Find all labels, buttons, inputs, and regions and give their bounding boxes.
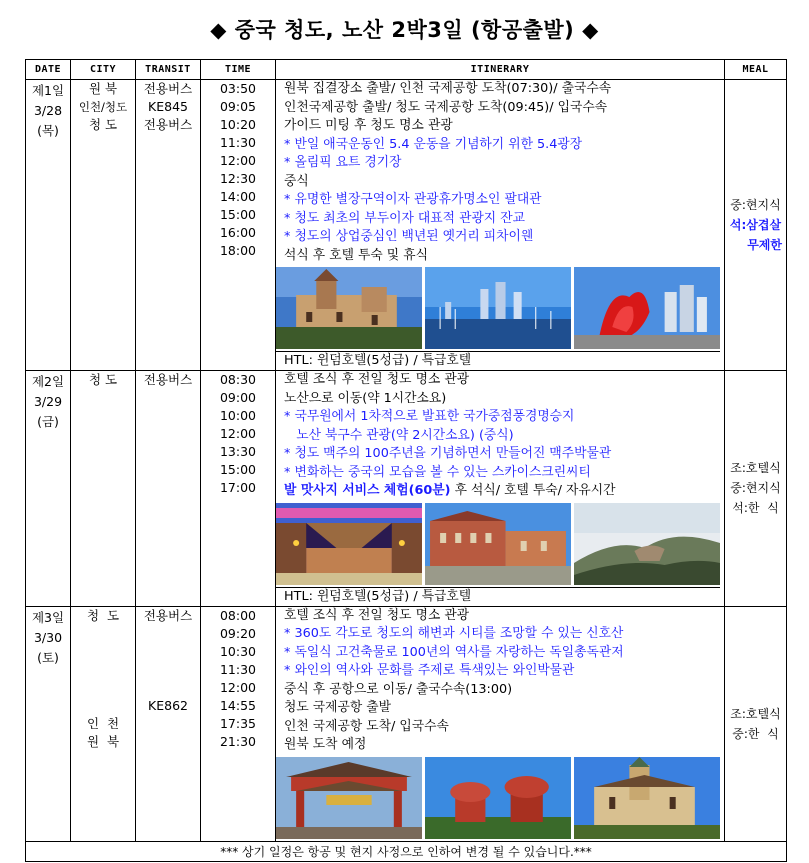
photo-beer-museum: [425, 503, 571, 585]
city-cell: [71, 80, 136, 371]
transit-cell: [136, 606, 201, 841]
meal-item: 중:한 식: [732, 726, 779, 741]
time-item: 18:00: [219, 243, 257, 258]
day-cell: [26, 371, 71, 607]
itinerary-table: [25, 59, 787, 862]
itinerary-line: 노산으로 이동(약 1시간소요): [284, 390, 447, 406]
meal-item: 조:호텔식: [730, 461, 781, 476]
itinerary-line: * 독일식 고건축물로 100년의 역사를 자랑하는 독일총독관저: [284, 644, 624, 660]
itinerary-line: 중식: [284, 173, 309, 189]
time-item: 21:30: [219, 733, 257, 749]
transit-spacer: [136, 625, 200, 697]
itinerary-line: * 유명한 별장구역이자 관광휴가명소인 팔대관: [284, 192, 542, 207]
meal-item: 중:현지식: [730, 481, 781, 496]
itinerary-line: * 청도의 상업중심인 백년된 옛거리 피차이웬: [284, 229, 534, 244]
transit-item: KE845: [148, 99, 188, 114]
transit-item: 전용버스: [143, 117, 193, 132]
photo-signal-hill: [425, 757, 571, 839]
header-date: DATE: [26, 60, 71, 80]
header-time: TIME: [201, 60, 276, 80]
photo-strip: [276, 267, 720, 349]
itinerary-line: 원북 집결장소 출발/ 인천 국제공항 도착(07:30)/ 출국수속: [284, 81, 612, 96]
meal-item: 무제한: [747, 238, 782, 252]
time-item: 13:30: [219, 444, 257, 459]
city-spacer: [71, 625, 135, 715]
city-cell: [71, 371, 136, 607]
itinerary-line: * 청도 최초의 부두이자 대표적 관광지 잔교: [284, 210, 525, 226]
city-cell: [71, 606, 136, 841]
itinerary-line: 가이드 미팅 후 청도 명소 관광: [284, 118, 453, 133]
day-label: 제1일: [31, 83, 65, 98]
itinerary-line: 노산 북구수 관광(약 2시간소요) (중식): [284, 427, 514, 443]
itinerary-line: 인천국제공항 출발/ 청도 국제공항 도착(09:45)/ 입국수속: [284, 99, 608, 115]
time-item: 08:30: [219, 372, 257, 387]
day-label: 제3일: [31, 609, 65, 625]
itinerary-cell: [276, 80, 725, 371]
time-cell: [201, 371, 276, 607]
itinerary-cell: [276, 606, 725, 841]
footer-row: [26, 841, 787, 861]
city-item: 청 도: [86, 607, 120, 623]
day-row-3: [26, 606, 787, 841]
itinerary-cell: [276, 371, 725, 607]
meal-cell: [725, 371, 787, 607]
time-item: 14:00: [219, 189, 257, 204]
hotel-info: HTL: 윈덤호텔(5성급) / 특급호텔: [276, 351, 720, 370]
day-weekday: (목): [37, 123, 59, 138]
itinerary-line: * 변화하는 중국의 모습을 볼 수 있는 스카이스크린씨티: [284, 464, 591, 480]
photo-marina: [425, 267, 571, 349]
photo-strip: [276, 757, 720, 839]
time-item: 15:00: [219, 462, 257, 477]
transit-item: 전용버스: [143, 372, 193, 387]
day-date: 3/30: [33, 629, 63, 645]
time-item: 09:20: [219, 625, 257, 641]
transit-item: KE862: [148, 697, 188, 713]
itinerary-line: 호텔 조식 후 전일 청도 명소 관광: [284, 372, 470, 387]
itinerary-line: 중식 후 공항으로 이동/ 출국수속(13:00): [284, 681, 513, 697]
time-item: 12:00: [219, 426, 257, 441]
photo-laoshan-coast: [574, 503, 720, 585]
time-item: 12:00: [219, 153, 257, 168]
itinerary-line: * 반일 애국운동인 5.4 운동을 기념하기 위한 5.4광장: [284, 136, 583, 152]
time-item: 10:20: [219, 117, 257, 132]
time-item: 11:30: [219, 661, 257, 677]
city-item: 원 북: [86, 733, 120, 749]
itinerary-line: * 청도 맥주의 100주년을 기념하면서 만들어진 맥주박물관: [284, 446, 612, 461]
itinerary-line: * 국무원에서 1차적으로 발표한 국가중점풍경명승지: [284, 409, 575, 424]
day-cell: [26, 80, 71, 371]
city-item: 원 북: [88, 81, 118, 96]
time-item: 09:05: [219, 99, 257, 114]
day-date: 3/28: [33, 103, 63, 118]
transit-item: 전용버스: [143, 81, 193, 96]
time-item: 17:35: [219, 715, 257, 731]
meal-item: 중:현지식: [730, 198, 781, 212]
time-item: 17:00: [219, 480, 257, 495]
photo-governor-mansion: [574, 757, 720, 839]
photo-strip: [276, 503, 720, 585]
city-item: 청 도: [88, 372, 118, 387]
day-cell: [26, 606, 71, 841]
day-row-1: [26, 80, 787, 371]
day-date: 3/29: [33, 394, 63, 409]
photo-may-fourth-square: [574, 267, 720, 349]
time-item: 11:30: [219, 135, 257, 150]
meal-item: 조:호텔식: [730, 706, 781, 721]
time-item: 10:00: [219, 408, 257, 423]
transit-cell: [136, 371, 201, 607]
photo-skyscreen-city: [276, 503, 422, 585]
itinerary-line: 원북 도착 예정: [284, 737, 367, 752]
itinerary-line: * 와인의 역사와 문화를 주제로 특색있는 와인박물관: [284, 663, 575, 678]
time-item: 09:00: [219, 390, 257, 405]
itinerary-line-rest: 후 석식/ 호텔 투숙/ 자유시간: [450, 483, 616, 498]
itinerary-line: 호텔 조식 후 전일 청도 명소 관광: [284, 607, 470, 623]
header-row: [26, 60, 787, 80]
time-item: 15:00: [219, 207, 257, 222]
time-item: 12:30: [219, 171, 257, 186]
time-item: 08:00: [219, 607, 257, 623]
header-transit: TRANSIT: [136, 60, 201, 80]
footer-notice: *** 상기 일정은 항공 및 현지 사정으로 인하여 변경 될 수 있습니다.***: [26, 841, 787, 861]
day-label: 제2일: [31, 374, 65, 389]
header-city: CITY: [71, 60, 136, 80]
header-itinerary: ITINERARY: [276, 60, 725, 80]
day-weekday: (금): [37, 414, 59, 429]
time-item: 03:50: [219, 81, 257, 96]
meal-item: 석:한 식: [732, 501, 779, 516]
hotel-info: HTL: 윈덤호텔(5성급) / 특급호텔: [276, 587, 720, 606]
meal-item: 석:삼겹살: [729, 218, 782, 232]
photo-chinese-gate: [276, 757, 422, 839]
itinerary-line: 석식 후 호텔 투숙 및 휴식: [284, 247, 428, 263]
city-item: 인천/청도: [78, 100, 128, 114]
itinerary-line: 청도 국제공항 출발: [284, 700, 392, 715]
time-item: 10:30: [219, 643, 257, 659]
transit-cell: [136, 80, 201, 371]
time-item: 14:55: [219, 697, 257, 713]
photo-european-villa: [276, 267, 422, 349]
time-item: 16:00: [219, 225, 257, 240]
time-cell: [201, 80, 276, 371]
itinerary-line: [284, 482, 720, 501]
time-item: 12:00: [219, 679, 257, 695]
itinerary-line: 인천 국제공항 도착/ 입국수속: [284, 718, 449, 734]
massage-highlight: 발 맛사지 서비스 체험(60분): [284, 483, 451, 498]
city-item: 인 천: [86, 715, 120, 731]
day-weekday: (토): [37, 649, 59, 665]
transit-item: 전용버스: [143, 607, 193, 623]
itinerary-line: * 올림픽 요트 경기장: [284, 155, 402, 170]
header-meal: MEAL: [725, 60, 787, 80]
page-title: ◆ 중국 청도, 노산 2박3일 (항공출발) ◆: [210, 18, 599, 42]
city-item: 청 도: [88, 117, 118, 132]
meal-cell: [725, 606, 787, 841]
meal-cell: [725, 80, 787, 371]
day-row-2: [26, 371, 787, 607]
time-cell: [201, 606, 276, 841]
itinerary-line: * 360도 각도로 청도의 해변과 시티를 조망할 수 있는 신호산: [284, 626, 624, 641]
